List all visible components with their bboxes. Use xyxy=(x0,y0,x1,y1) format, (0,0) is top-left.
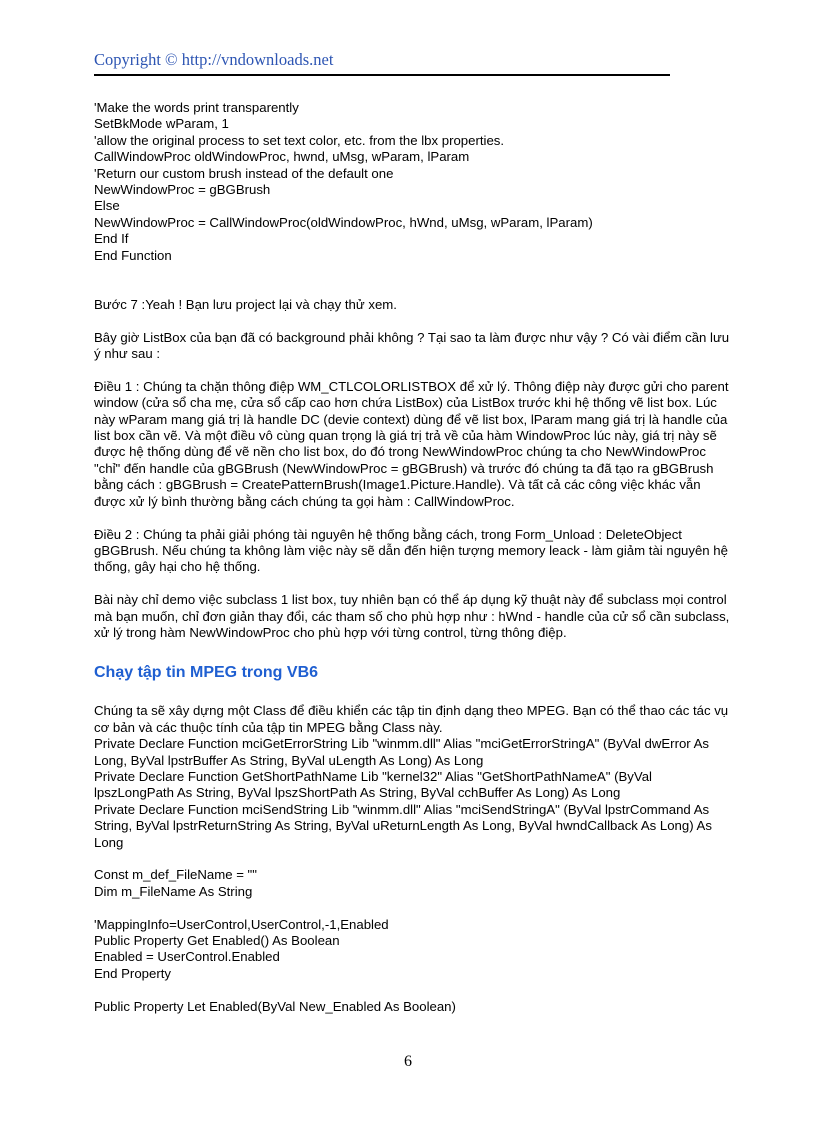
point1-paragraph: Điều 1 : Chúng ta chặn thông điệp WM_CTLCOLORLISTBOX để xử lý. Thông điệp này được gửi cho parent window (cửa sổ cha mẹ, cửa sổ cấp cao hơn chứa ListBox) của ListBox trước khi hệ thống vẽ list box. Lúc này wParam mang giá trị là handle DC (devie context) dùng để vẽ list box, lParam mang giá trị là handle của list box cần vẽ. Và một điều vô cùng quan trọng là giá trị trả về của hàm WindowProc lúc này, giá trị này sẽ được hệ thống dùng để vẽ nền cho list box, do đó trong NewWindowProc chúng ta cho NewWindowProc "chỉ" đến handle của gBGBrush (NewWindowProc = gBGBrush) và trước đó chúng ta đã tạo ra gBGBrush bằng cách : gBGBrush = CreatePatternBrush(Image1.Picture.Handle). Và tất cả các công việc khác vẫn được xử lý bình thường bằng cách chúng ta gọi hàm : CallWindowProc. xyxy=(94,378,729,509)
page-content xyxy=(94,100,734,1015)
spacer xyxy=(94,510,734,526)
page-number: 6 xyxy=(404,1053,412,1070)
spacer xyxy=(94,982,734,998)
spacer xyxy=(94,683,734,703)
declare-statement: Private Declare Function GetShortPathName Lib "kernel32" Alias "GetShortPathNameA" (ByVal lpszLongPath As String, ByVal lpszShortPath As String, ByVal cchBuffer As Long) As Long xyxy=(94,768,652,801)
code-block-1 xyxy=(94,100,734,264)
code-line: Public Property Let Enabled(ByVal New_Enabled As Boolean) xyxy=(94,998,456,1014)
code-line: 'Return our custom brush instead of the default one xyxy=(94,165,394,181)
code-line: Dim m_FileName As String xyxy=(94,883,253,899)
declare-statement: Private Declare Function mciGetErrorString Lib "winmm.dll" Alias "mciGetErrorStringA" (ByVal dwError As Long, ByVal lpstrBuffer As String, ByVal uLength As Long) As Long xyxy=(94,736,710,768)
code-line: CallWindowProc oldWindowProc, hwnd, uMsg, wParam, lParam xyxy=(94,149,470,165)
code-line: 'allow the original process to set text color, etc. from the lbx properties. xyxy=(94,132,505,148)
code-line: SetBkMode wParam, 1 xyxy=(94,116,229,132)
code-block-3 xyxy=(94,917,734,983)
spacer xyxy=(94,851,734,867)
header-rule xyxy=(94,74,670,76)
spacer xyxy=(94,641,734,663)
code-line: Const m_def_FileName = "" xyxy=(94,867,257,883)
code-line: End Property xyxy=(94,965,171,981)
code-line: 'Make the words print transparently xyxy=(94,100,299,115)
spacer xyxy=(94,900,734,916)
code-line: NewWindowProc = CallWindowProc(oldWindowProc, hWnd, uMsg, wParam, lParam) xyxy=(94,214,593,230)
code-line: 'MappingInfo=UserControl,UserControl,-1,Enabled xyxy=(94,916,389,932)
question-paragraph: Bây giờ ListBox của bạn đã có background phải không ? Tại sao ta làm được như vậy ? Có vài điểm cần lưu ý như sau : xyxy=(94,329,730,362)
demo-paragraph: Bài này chỉ demo việc subclass 1 list box, tuy nhiên bạn có thể áp dụng kỹ thuật này để subclass mọi control mà bạn muốn, chỉ đơn giản thay đổi, các tham số cho phù hợp như : hWnd - handle của cử sổ cần subclass, xử lý trong hàm NewWindowProc cho phù hợp với từng control, từng thông điệp. xyxy=(94,592,730,640)
point2-paragraph: Điều 2 : Chúng ta phải giải phóng tài nguyên hệ thống bằng cách, trong Form_Unload : DeleteObject gBGBrush. Nếu chúng ta không làm việc này sẽ dẫn đến hiện tượng memory leack - làm giảm tài nguyên hệ thống, gây hại cho hệ thống. xyxy=(94,526,728,575)
spacer xyxy=(94,576,734,592)
code-block-2 xyxy=(94,867,734,900)
code-line: End If xyxy=(94,231,129,247)
copyright-header: Copyright © http://vndownloads.net xyxy=(94,50,334,69)
section-intro: Chúng ta sẽ xây dựng một Class để điều khiển các tập tin định dạng theo MPEG. Bạn có thể thao các tác vụ cơ bản và các thuộc tính của tập tin MPEG bằng Class này. xyxy=(94,703,729,735)
code-line: Else xyxy=(94,198,120,214)
code-line: Public Property Get Enabled() As Boolean xyxy=(94,932,340,948)
step7-paragraph: Bước 7 :Yeah ! Bạn lưu project lại và chạy thử xem. xyxy=(94,296,397,312)
section-title: Chạy tập tin MPEG trong VB6 xyxy=(94,664,319,682)
code-line: Enabled = UserControl.Enabled xyxy=(94,949,280,965)
spacer xyxy=(94,313,734,329)
spacer xyxy=(94,264,734,297)
code-line: NewWindowProc = gBGBrush xyxy=(94,182,271,198)
declare-statement: Private Declare Function mciSendString Lib "winmm.dll" Alias "mciSendStringA" (ByVal lpstrCommand As String, ByVal lpstrReturnString As String, ByVal uReturnLength As Long, ByVal hwndCallback As Long) As Long xyxy=(94,801,712,850)
code-line: End Function xyxy=(94,247,172,263)
code-block-4 xyxy=(94,999,734,1015)
spacer xyxy=(94,362,734,378)
